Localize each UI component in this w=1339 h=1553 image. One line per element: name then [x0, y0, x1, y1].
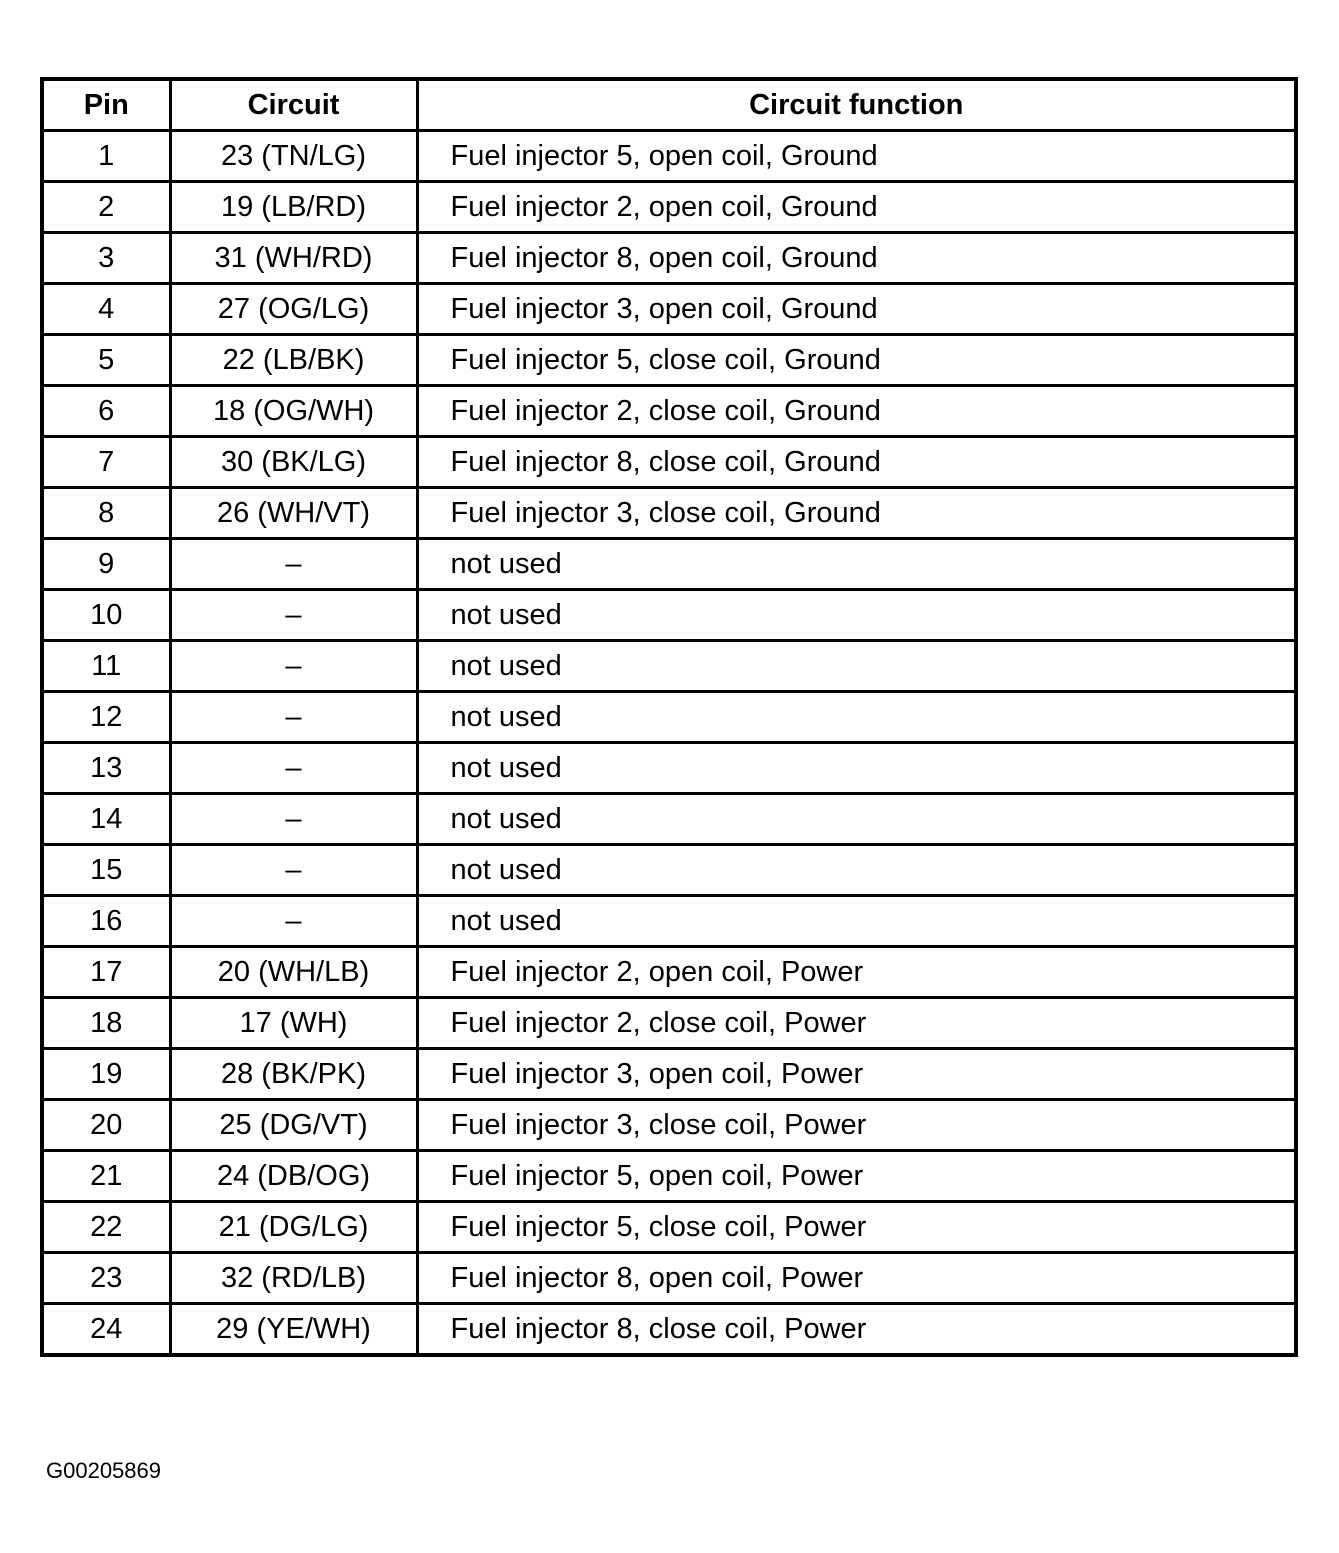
circuit-function-cell: Fuel injector 3, open coil, Ground: [417, 284, 1296, 335]
circuit-function-cell: not used: [417, 743, 1296, 794]
pin-cell: 1: [42, 131, 170, 182]
table-row: [42, 1100, 1296, 1151]
circuit-cell: 24 (DB/OG): [170, 1151, 417, 1202]
table-row: [42, 743, 1296, 794]
pin-cell: 18: [42, 998, 170, 1049]
pin-cell: 6: [42, 386, 170, 437]
circuit-cell: –: [170, 794, 417, 845]
pin-cell: 5: [42, 335, 170, 386]
header-pin: Pin: [42, 79, 170, 131]
circuit-cell: –: [170, 743, 417, 794]
circuit-function-cell: not used: [417, 896, 1296, 947]
table-row: [42, 692, 1296, 743]
circuit-function-cell: Fuel injector 5, close coil, Ground: [417, 335, 1296, 386]
circuit-function-cell: Fuel injector 2, open coil, Ground: [417, 182, 1296, 233]
circuit-cell: –: [170, 896, 417, 947]
circuit-function-cell: Fuel injector 5, open coil, Power: [417, 1151, 1296, 1202]
table-row: [42, 539, 1296, 590]
circuit-cell: 21 (DG/LG): [170, 1202, 417, 1253]
table-row: [42, 1151, 1296, 1202]
circuit-function-cell: Fuel injector 2, open coil, Power: [417, 947, 1296, 998]
pin-cell: 17: [42, 947, 170, 998]
table-row: [42, 845, 1296, 896]
table-body: [42, 131, 1296, 1356]
circuit-cell: 30 (BK/LG): [170, 437, 417, 488]
header-row: [42, 79, 1296, 131]
table-row: [42, 896, 1296, 947]
table-row: [42, 182, 1296, 233]
circuit-cell: 17 (WH): [170, 998, 417, 1049]
circuit-function-cell: Fuel injector 3, open coil, Power: [417, 1049, 1296, 1100]
table-row: [42, 947, 1296, 998]
table-row: [42, 284, 1296, 335]
pin-cell: 15: [42, 845, 170, 896]
pin-cell: 22: [42, 1202, 170, 1253]
circuit-function-cell: Fuel injector 3, close coil, Power: [417, 1100, 1296, 1151]
circuit-cell: –: [170, 539, 417, 590]
circuit-cell: –: [170, 692, 417, 743]
table-row: [42, 794, 1296, 845]
circuit-cell: 19 (LB/RD): [170, 182, 417, 233]
table-row: [42, 488, 1296, 539]
header-circuit-function: Circuit function: [417, 79, 1296, 131]
pin-cell: 11: [42, 641, 170, 692]
pin-cell: 23: [42, 1253, 170, 1304]
circuit-function-cell: not used: [417, 692, 1296, 743]
circuit-function-cell: not used: [417, 641, 1296, 692]
circuit-function-cell: Fuel injector 8, open coil, Ground: [417, 233, 1296, 284]
circuit-function-cell: Fuel injector 3, close coil, Ground: [417, 488, 1296, 539]
circuit-function-cell: Fuel injector 5, open coil, Ground: [417, 131, 1296, 182]
pin-cell: 21: [42, 1151, 170, 1202]
circuit-cell: 27 (OG/LG): [170, 284, 417, 335]
pin-cell: 7: [42, 437, 170, 488]
table-row: [42, 1049, 1296, 1100]
table-row: [42, 1202, 1296, 1253]
pin-cell: 19: [42, 1049, 170, 1100]
circuit-function-cell: Fuel injector 8, close coil, Ground: [417, 437, 1296, 488]
table-row: [42, 641, 1296, 692]
table-row: [42, 998, 1296, 1049]
circuit-function-cell: Fuel injector 5, close coil, Power: [417, 1202, 1296, 1253]
circuit-cell: 25 (DG/VT): [170, 1100, 417, 1151]
pin-cell: 2: [42, 182, 170, 233]
pin-cell: 14: [42, 794, 170, 845]
pin-cell: 20: [42, 1100, 170, 1151]
circuit-function-cell: Fuel injector 8, open coil, Power: [417, 1253, 1296, 1304]
figure-id: G00205869: [46, 1458, 161, 1483]
circuit-function-cell: Fuel injector 8, close coil, Power: [417, 1304, 1296, 1356]
circuit-cell: 28 (BK/PK): [170, 1049, 417, 1100]
circuit-function-cell: Fuel injector 2, close coil, Ground: [417, 386, 1296, 437]
table-row: [42, 437, 1296, 488]
circuit-cell: 23 (TN/LG): [170, 131, 417, 182]
circuit-cell: 18 (OG/WH): [170, 386, 417, 437]
table-row: [42, 1253, 1296, 1304]
table-row: [42, 590, 1296, 641]
circuit-cell: 20 (WH/LB): [170, 947, 417, 998]
circuit-function-cell: not used: [417, 845, 1296, 896]
pin-cell: 12: [42, 692, 170, 743]
circuit-cell: –: [170, 641, 417, 692]
pin-cell: 13: [42, 743, 170, 794]
header-circuit: Circuit: [170, 79, 417, 131]
pin-cell: 10: [42, 590, 170, 641]
table-row: [42, 1304, 1296, 1356]
pin-cell: 4: [42, 284, 170, 335]
table-row: [42, 233, 1296, 284]
pin-cell: 3: [42, 233, 170, 284]
circuit-function-cell: Fuel injector 2, close coil, Power: [417, 998, 1296, 1049]
circuit-function-cell: not used: [417, 794, 1296, 845]
table-row: [42, 335, 1296, 386]
circuit-cell: –: [170, 590, 417, 641]
circuit-function-cell: not used: [417, 539, 1296, 590]
circuit-cell: 29 (YE/WH): [170, 1304, 417, 1356]
pin-cell: 24: [42, 1304, 170, 1356]
circuit-cell: 32 (RD/LB): [170, 1253, 417, 1304]
circuit-cell: 31 (WH/RD): [170, 233, 417, 284]
circuit-function-cell: not used: [417, 590, 1296, 641]
circuit-cell: –: [170, 845, 417, 896]
pin-cell: 16: [42, 896, 170, 947]
table-row: [42, 131, 1296, 182]
circuit-cell: 22 (LB/BK): [170, 335, 417, 386]
table-row: [42, 386, 1296, 437]
circuit-cell: 26 (WH/VT): [170, 488, 417, 539]
pin-cell: 8: [42, 488, 170, 539]
pin-cell: 9: [42, 539, 170, 590]
pin-table: [40, 77, 1298, 1357]
